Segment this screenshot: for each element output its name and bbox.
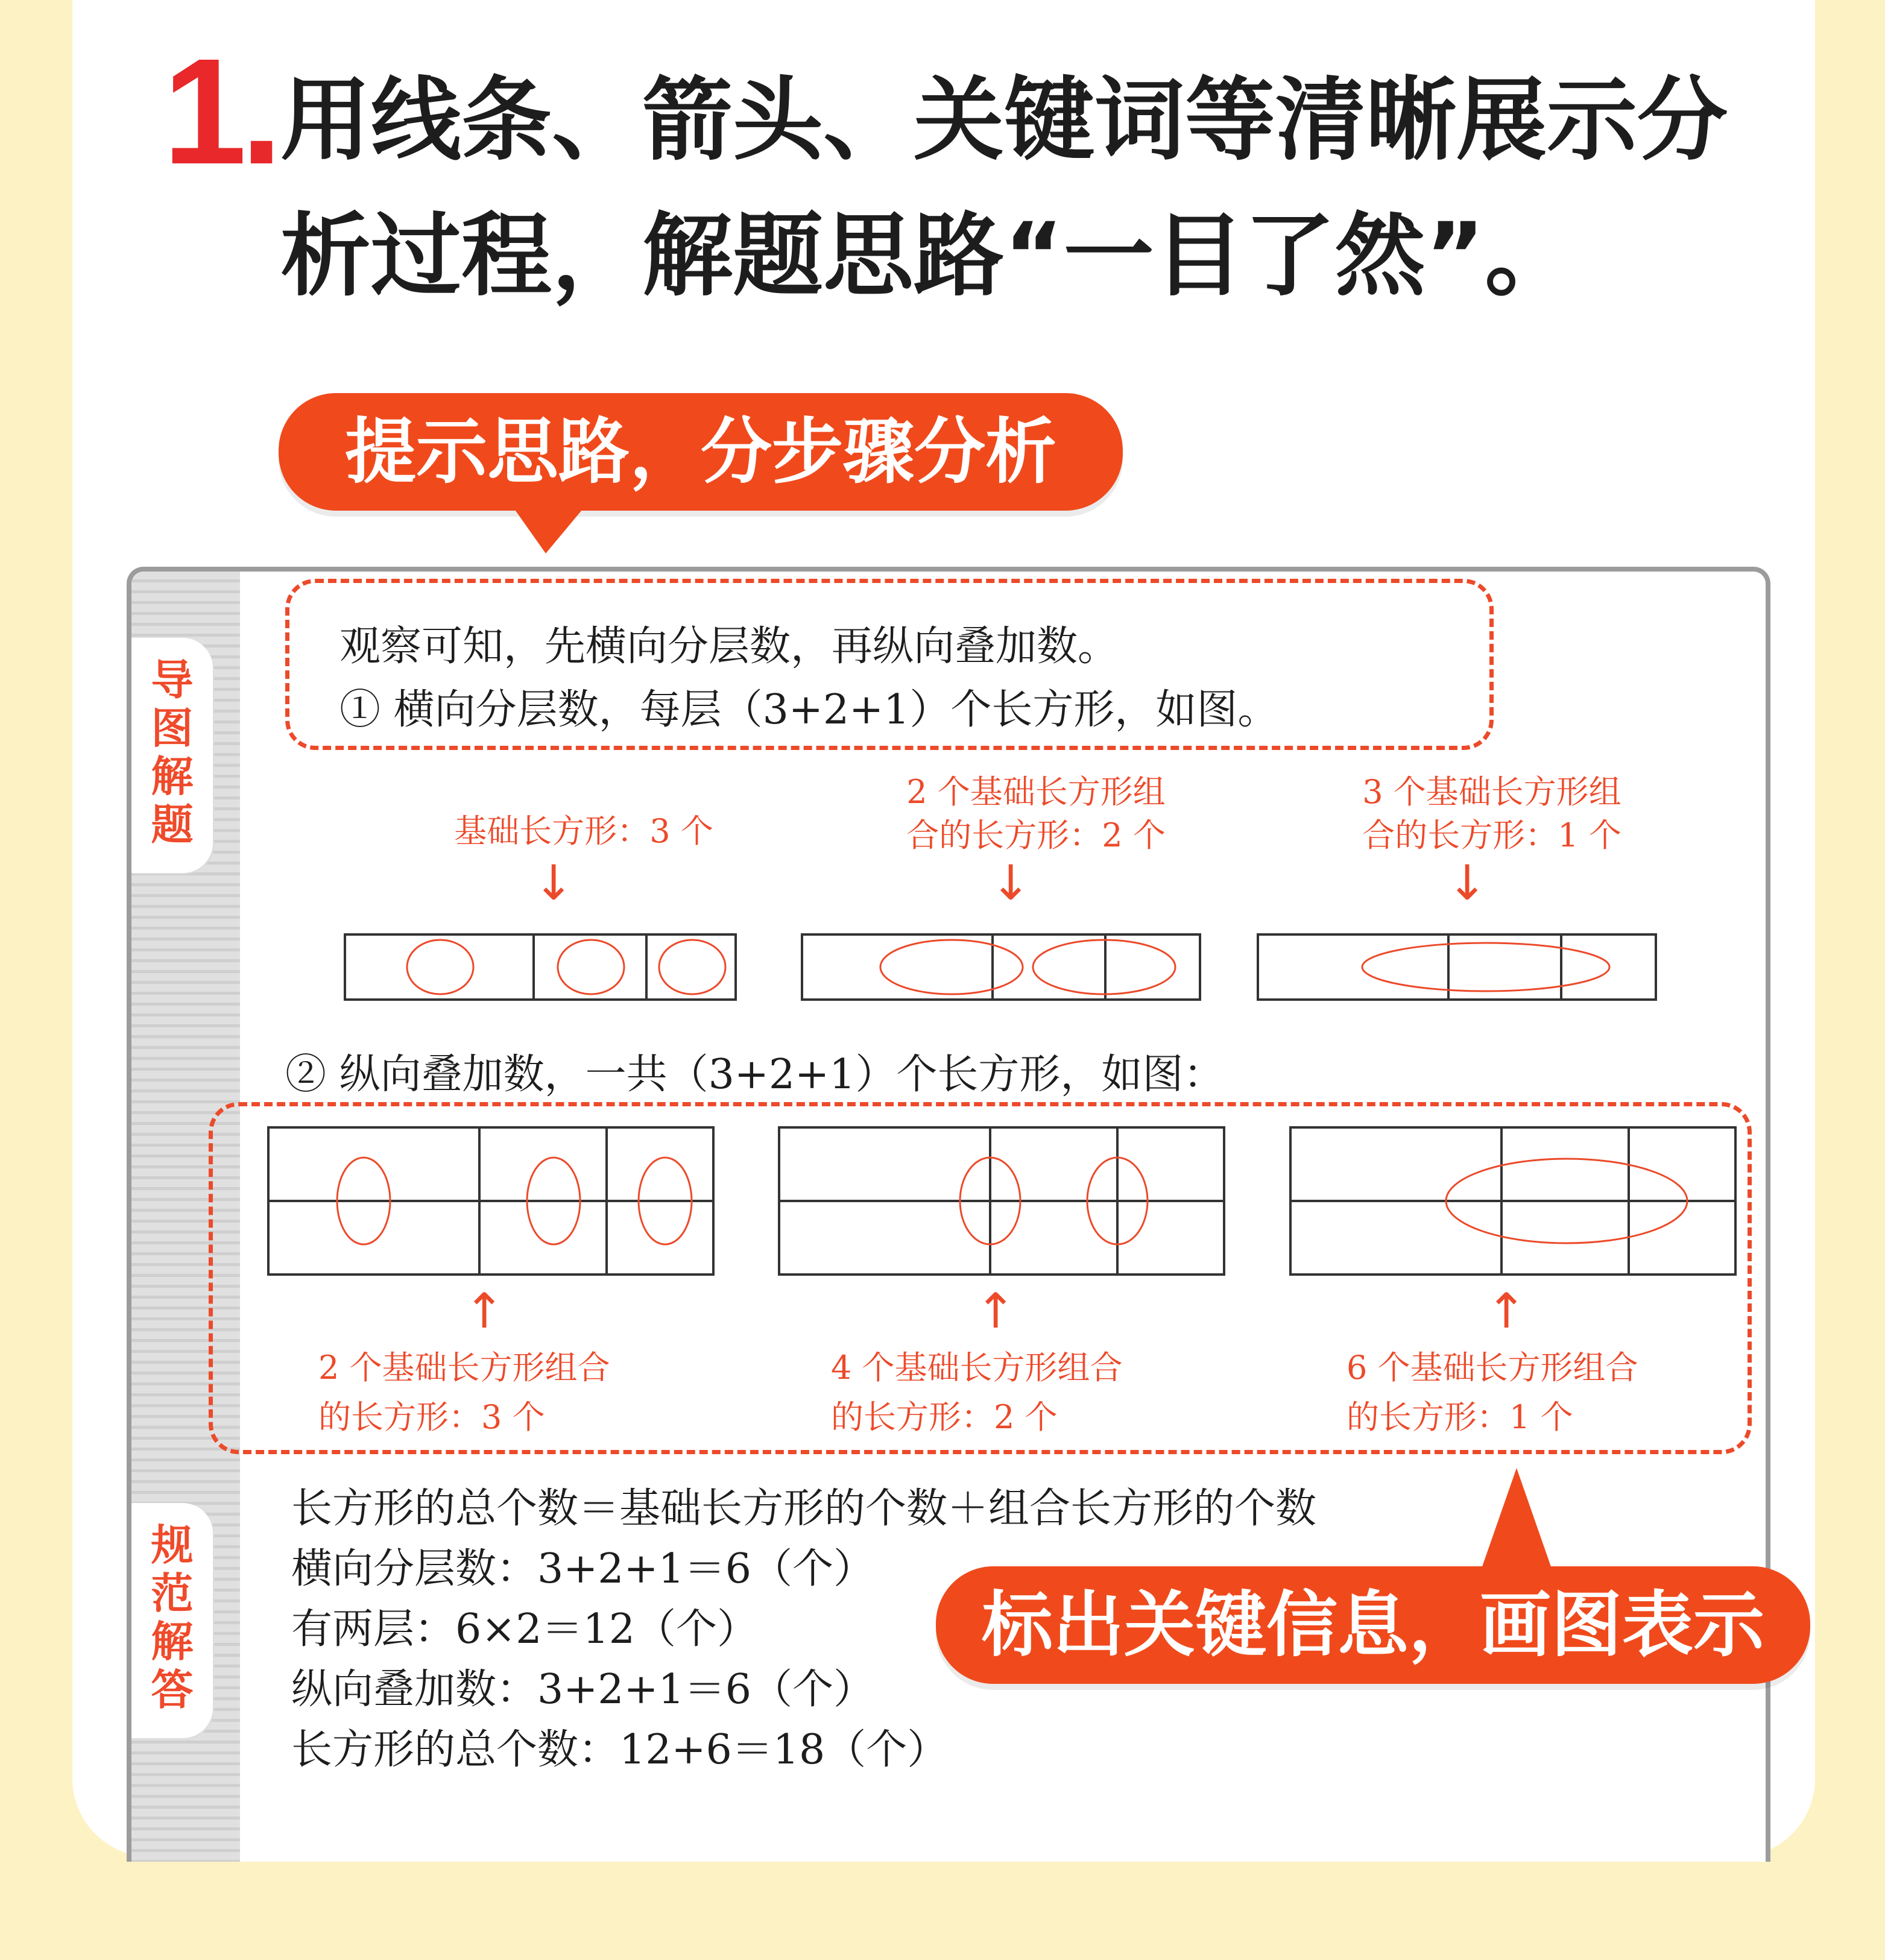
arrow-down-1: ↓ — [533, 855, 574, 911]
arrow-up-1: ↑ — [464, 1283, 505, 1339]
callout-top-pointer — [513, 506, 585, 555]
arrow-up-3: ↑ — [1486, 1283, 1527, 1339]
tab-answer-char: 范 — [151, 1569, 194, 1618]
row1-label-2-line1: 2 个基础长方形组 — [906, 773, 1166, 811]
tab-guide-char: 解 — [151, 752, 194, 801]
row2-label-1 — [318, 1343, 680, 1442]
row2-diagram-3 — [1289, 1126, 1737, 1277]
row1-label-1 — [403, 810, 765, 853]
callout-top: 提示思路，分步骤分析 — [279, 393, 1123, 511]
answer-line: 有两层：6×2＝12（个） — [291, 1605, 759, 1653]
row2-label-1-line1: 2 个基础长方形组合 — [318, 1349, 610, 1387]
tab-guide-char: 导 — [151, 655, 194, 705]
row1-label-2 — [855, 770, 1217, 857]
row2-label-3-line2: 的长方形：1 个 — [1347, 1398, 1573, 1436]
callout-bottom-pointer — [1480, 1468, 1553, 1574]
row2-label-2 — [831, 1343, 1193, 1442]
tab-answer-char: 答 — [151, 1665, 194, 1715]
answer-line: 长方形的总个数＝基础长方形的个数＋组合长方形的个数 — [291, 1485, 1317, 1533]
row2-label-3-line1: 6 个基础长方形组合 — [1347, 1349, 1638, 1387]
tab-guide-char: 题 — [151, 800, 194, 849]
arrow-down-3: ↓ — [1447, 855, 1488, 911]
row1-diagram-2 — [801, 933, 1202, 1003]
arrow-down-2: ↓ — [990, 855, 1031, 911]
row1-label-3-line1: 3 个基础长方形组 — [1362, 773, 1621, 811]
answer-line: 长方形的总个数：12+6＝18（个） — [291, 1726, 949, 1774]
row2-diagram-1 — [267, 1126, 715, 1277]
intro-line-1: 观察可知，先横向分层数，再纵向叠加数。 — [339, 623, 1119, 670]
row2-label-3 — [1347, 1343, 1708, 1442]
row1-label-3 — [1311, 770, 1673, 857]
headline-line-1: 用线条、箭头、关键词等清晰展示分 — [280, 68, 1728, 173]
tab-guide-char: 图 — [151, 704, 194, 753]
answer-line: 横向分层数：3+2+1＝6（个） — [291, 1545, 875, 1593]
row2-label-2-line2: 的长方形：2 个 — [831, 1398, 1058, 1436]
row1-diagram-1 — [344, 933, 737, 1003]
row1-label-2-line2: 合的长方形：2 个 — [906, 816, 1166, 854]
arrow-up-2: ↑ — [975, 1283, 1016, 1339]
callout-bottom: 标出关键信息，画图表示 — [936, 1566, 1810, 1684]
headline-line-2: 析过程，解题思路“一目了然”。 — [280, 204, 1576, 309]
answer-line: 纵向叠加数：3+2+1＝6（个） — [291, 1666, 875, 1713]
tab-guide — [131, 638, 213, 873]
row1-diagram-3 — [1257, 933, 1658, 1003]
tab-answer-char: 解 — [151, 1617, 194, 1666]
intro-line-2: ① 横向分层数，每层（3+2+1）个长方形，如图。 — [339, 686, 1279, 734]
tab-answer — [131, 1503, 213, 1738]
step2-text: ② 纵向叠加数，一共（3+2+1）个长方形，如图： — [285, 1051, 1225, 1098]
row1-label-1-line1: 基础长方形：3 个 — [454, 812, 713, 850]
row2-diagram-2 — [778, 1126, 1225, 1277]
row2-label-2-line1: 4 个基础长方形组合 — [831, 1349, 1123, 1387]
row2-label-1-line2: 的长方形：3 个 — [318, 1398, 545, 1436]
tab-answer-char: 规 — [151, 1520, 194, 1570]
row1-label-3-line2: 合的长方形：1 个 — [1362, 816, 1621, 854]
headline-number: 1. — [163, 27, 277, 195]
